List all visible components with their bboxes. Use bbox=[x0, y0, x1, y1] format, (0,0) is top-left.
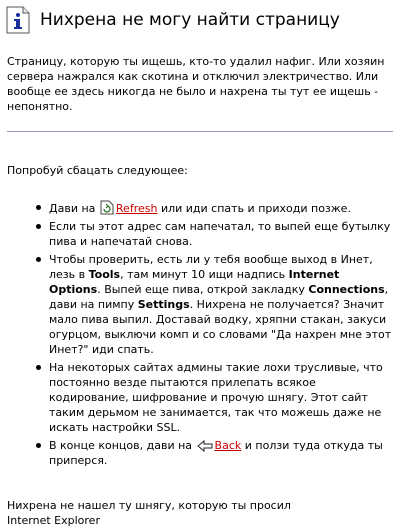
tip-back-text-before: В конце концов, дави на bbox=[49, 439, 193, 452]
tools-menu-label: Tools bbox=[88, 268, 121, 281]
tip-address: Если ты этот адрес сам напечатал, то выпей еще бутылку пива и напечатай снова. bbox=[49, 219, 393, 249]
settings-button-label: Settings bbox=[137, 298, 190, 311]
try-heading: Попробуй сбацать следующее: bbox=[7, 164, 188, 177]
tip-options-t1: Чтобы проверить, есть ли у тебя вообще выход в Инет, лезь в bbox=[49, 253, 373, 281]
footer bbox=[7, 498, 393, 528]
back-link[interactable]: Back bbox=[214, 439, 242, 452]
tip-back bbox=[49, 438, 393, 468]
page-title: Нихрена не могу найти страницу bbox=[40, 10, 340, 30]
tip-options-t2: , там минут 10 ищи надпись bbox=[120, 268, 286, 281]
refresh-page-icon bbox=[100, 200, 114, 215]
tip-options bbox=[49, 252, 393, 357]
footer-message: Нихрена не нашел ту шнягу, которую ты просил bbox=[7, 499, 291, 512]
tips-list bbox=[49, 200, 393, 471]
footer-browser-name: Internet Explorer bbox=[7, 514, 100, 527]
intro-text: Страницу, которую ты ищешь, кто-то удалил нафиг. Или хозяин сервера нажрался как скотина и отключил электричество. Или вообще ее здесь никогда не было и нахрена ты тут ее ищешь - непонятно. bbox=[7, 55, 385, 113]
internet-options-label: Internet Options bbox=[49, 268, 340, 296]
connections-tab-label: Connections bbox=[308, 283, 385, 296]
info-icon bbox=[6, 6, 30, 34]
tip-options-t5: . Нихрена не получается? Значит мало пива выпил. Доставай водку, хряпни стакан, закуси огурцом, выключи комп и со словами "Да нахрен мне этот Инет?" иди спать. bbox=[49, 298, 392, 356]
divider bbox=[7, 131, 393, 132]
back-arrow-icon bbox=[197, 440, 213, 452]
tip-refresh bbox=[49, 200, 393, 216]
tip-refresh-text-before: Дави на bbox=[49, 202, 96, 215]
tip-options-t3: . Выпей еще пива, открой закладку bbox=[97, 283, 305, 296]
tip-back-text-after: и ползи туда откуда ты приперся. bbox=[49, 439, 383, 467]
page-header bbox=[6, 6, 399, 36]
refresh-link[interactable]: Refresh bbox=[115, 202, 158, 215]
tip-options-t4: , дави на пимпу bbox=[49, 283, 389, 311]
tip-ssl: На некоторых сайтах админы такие лохи трусливые, что постоянно везде пытаются прилепать всякое кодирование, шифрование и прочую шнягу. Этот сайт таким дерьмом не занимается, так что можешь даже не искать настройки SSL. bbox=[49, 360, 393, 435]
tip-refresh-text-after: или иди спать и приходи позже. bbox=[160, 202, 351, 215]
